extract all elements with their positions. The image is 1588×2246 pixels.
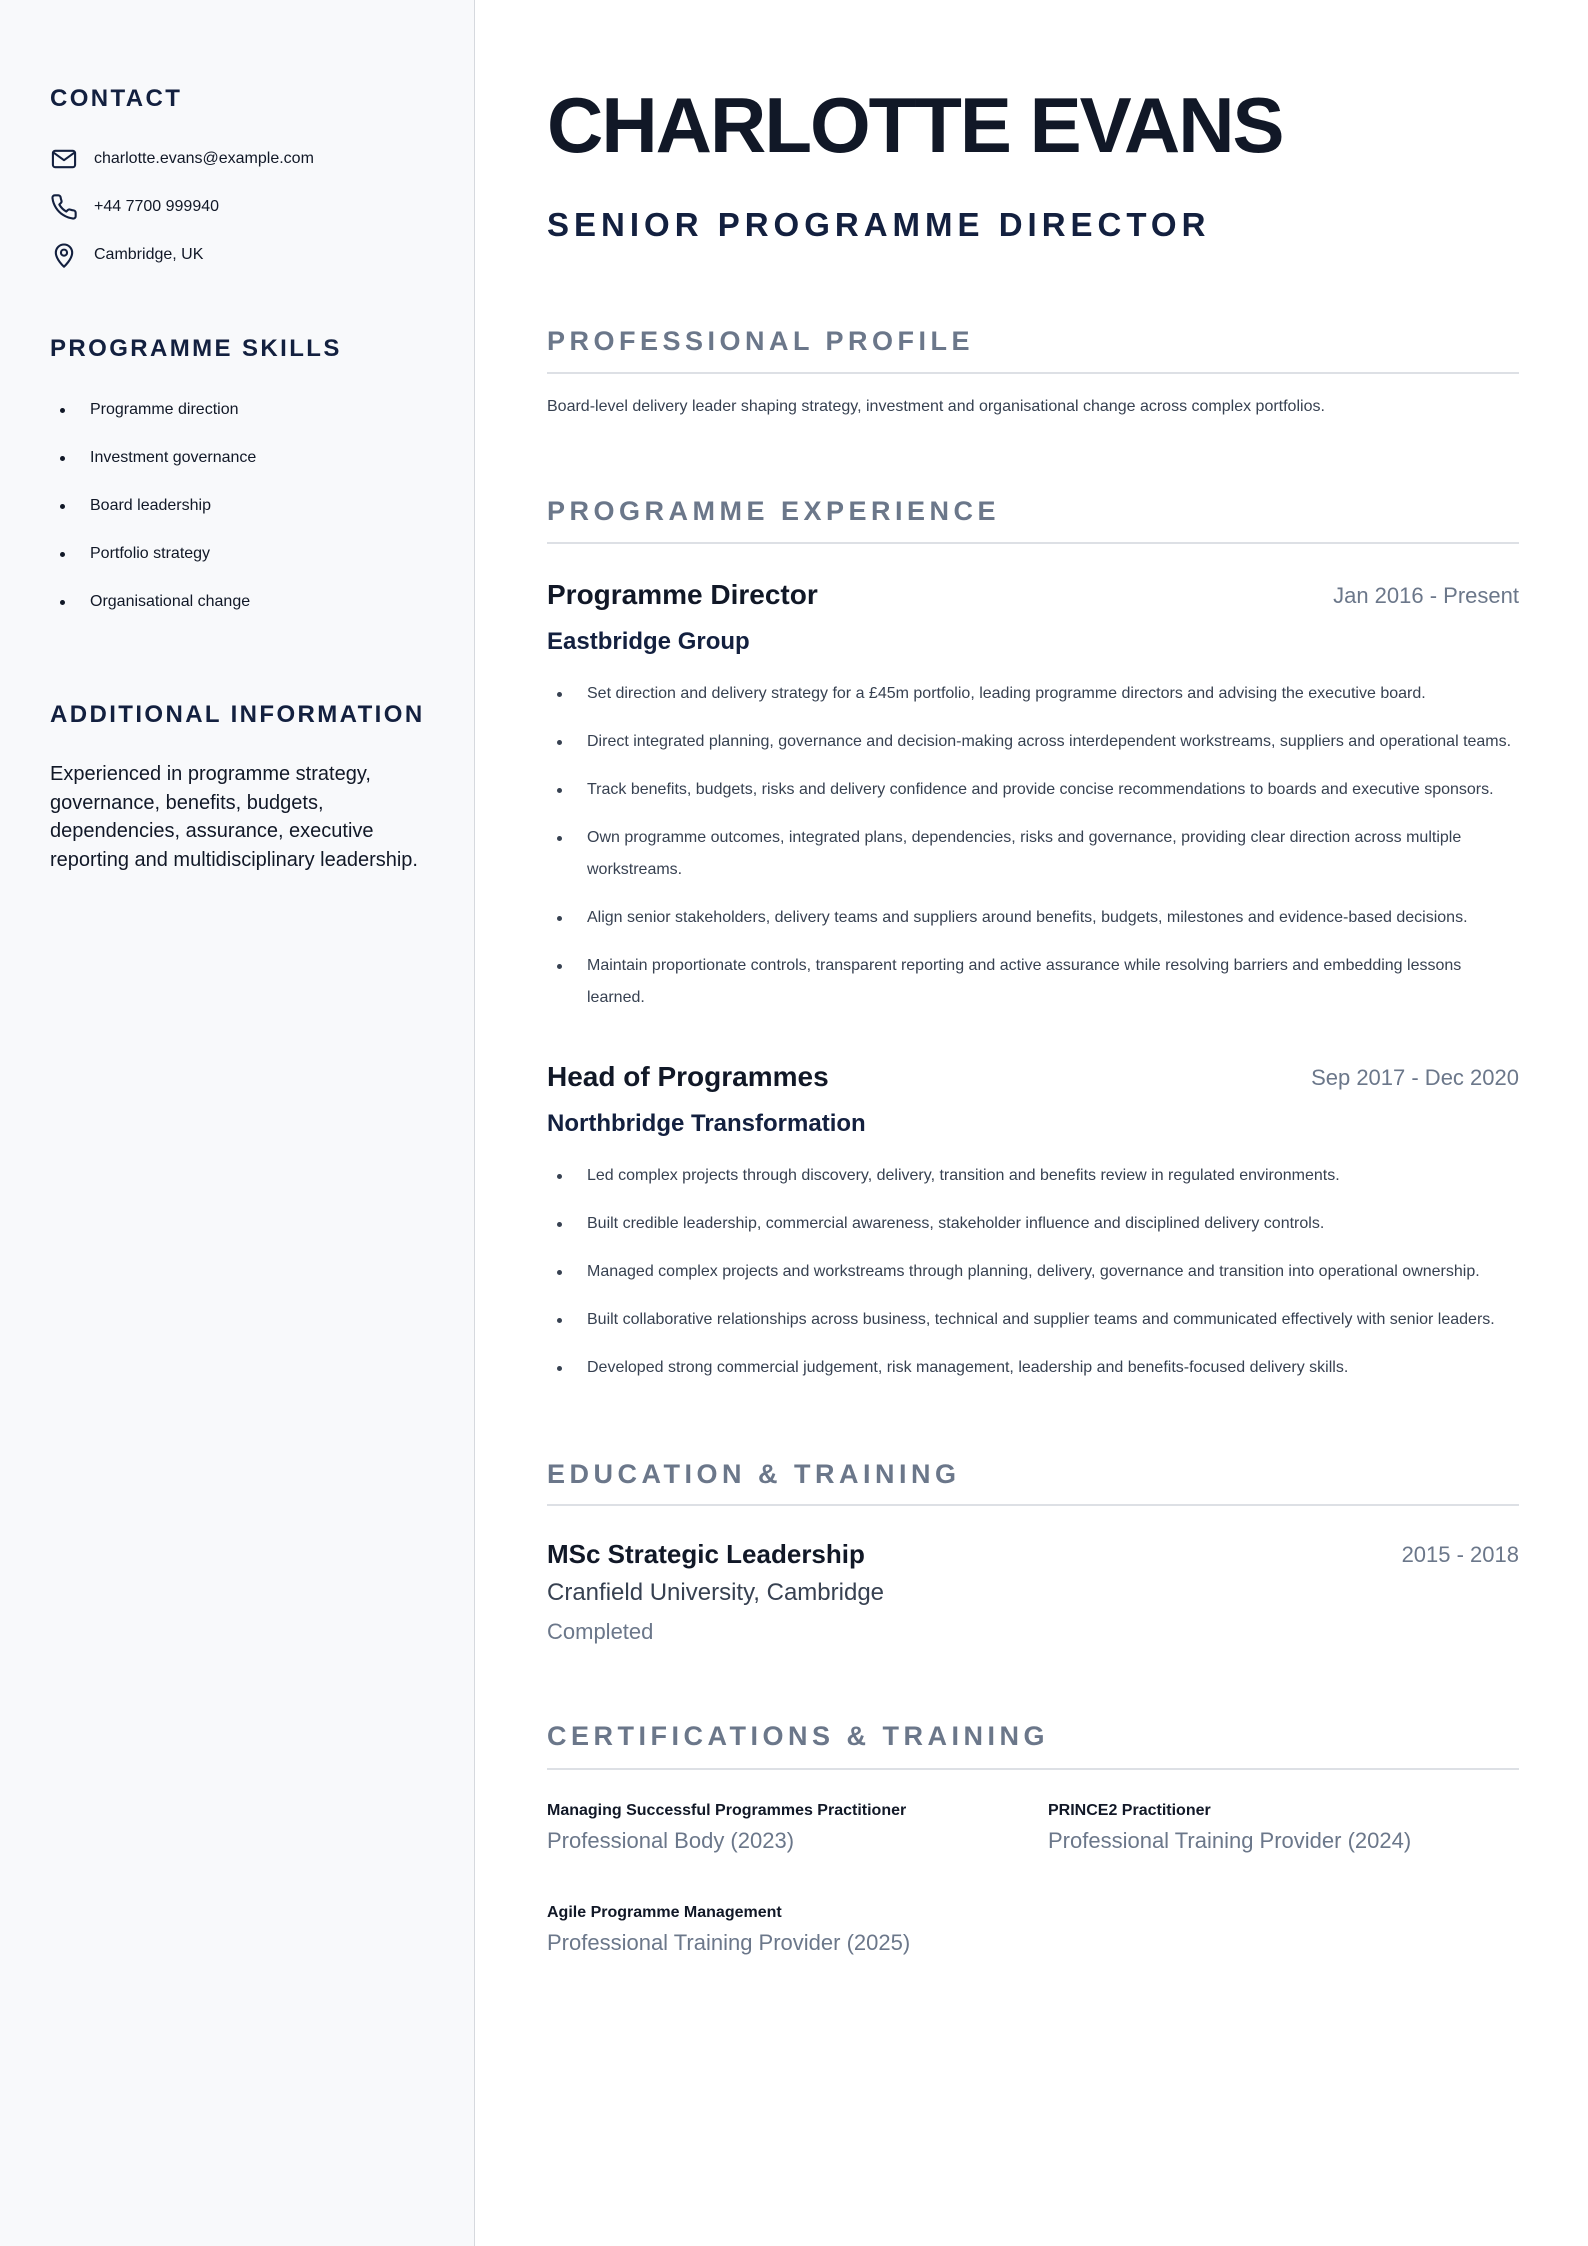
section-divider bbox=[547, 372, 1519, 374]
email-text[interactable]: charlotte.evans@example.com bbox=[94, 150, 314, 167]
sidebar bbox=[0, 0, 475, 2246]
education-dates: 2015 - 2018 bbox=[1401, 1542, 1519, 1567]
certification-name: Agile Programme Management bbox=[547, 1904, 782, 1921]
section-divider bbox=[547, 1504, 1519, 1506]
job-title: Programme Director bbox=[547, 579, 818, 610]
certification-name: Managing Successful Programmes Practitioner bbox=[547, 1802, 907, 1819]
phone-text[interactable]: +44 7700 999940 bbox=[94, 198, 220, 215]
job-bullets bbox=[547, 1160, 1519, 1400]
job-bullet: Built credible leadership, commercial awareness, stakeholder influence and disciplined delivery controls. bbox=[547, 1208, 1519, 1240]
section-divider bbox=[547, 1768, 1519, 1770]
location-text: Cambridge, UK bbox=[94, 246, 204, 263]
job-title: Head of Programmes bbox=[547, 1061, 829, 1092]
job-bullet: Own programme outcomes, integrated plans, dependencies, risks and governance, providing clear direction across multiple workstreams. bbox=[547, 822, 1519, 886]
experience-heading: PROGRAMME EXPERIENCE bbox=[547, 496, 1001, 526]
job-company: Northbridge Transformation bbox=[547, 1110, 866, 1137]
section-divider bbox=[547, 542, 1519, 544]
certifications-heading: CERTIFICATIONS & TRAINING bbox=[547, 1721, 1049, 1751]
job-bullets bbox=[547, 678, 1519, 1030]
education-school: Cranfield University, Cambridge bbox=[547, 1579, 885, 1606]
education-degree: MSc Strategic Leadership bbox=[547, 1539, 865, 1569]
certification-name: PRINCE2 Practitioner bbox=[1048, 1802, 1211, 1819]
job-bullet: Set direction and delivery strategy for a £45m portfolio, leading programme directors and advising the executive board. bbox=[547, 678, 1519, 710]
contact-location bbox=[50, 240, 203, 270]
job-bullet: Track benefits, budgets, risks and delivery confidence and provide concise recommendations to boards and executive sponsors. bbox=[547, 774, 1519, 806]
certification-provider: Professional Training Provider (2025) bbox=[547, 1930, 911, 1955]
education-heading: EDUCATION & TRAINING bbox=[547, 1459, 961, 1489]
contact-heading: CONTACT bbox=[50, 85, 183, 112]
contact-phone bbox=[50, 192, 219, 222]
job-bullet: Direct integrated planning, governance and decision-making across interdependent workstreams, suppliers and operational teams. bbox=[547, 726, 1519, 758]
job-dates: Jan 2016 - Present bbox=[1333, 583, 1519, 608]
education-status: Completed bbox=[547, 1619, 654, 1644]
job-bullet: Managed complex projects and workstreams through planning, delivery, governance and transition into operational ownership. bbox=[547, 1256, 1519, 1288]
profile-heading: PROFESSIONAL PROFILE bbox=[547, 326, 975, 356]
skill-item: Investment governance bbox=[50, 443, 256, 491]
additional-heading: ADDITIONAL INFORMATION bbox=[50, 701, 425, 728]
job-dates: Sep 2017 - Dec 2020 bbox=[1311, 1065, 1519, 1090]
mail-icon bbox=[50, 145, 78, 173]
skills-list bbox=[50, 395, 256, 635]
job-bullet: Led complex projects through discovery, delivery, transition and benefits review in regulated environments. bbox=[547, 1160, 1519, 1192]
skill-item: Organisational change bbox=[50, 587, 256, 635]
skill-item: Programme direction bbox=[50, 395, 256, 443]
profile-text: Board-level delivery leader shaping strategy, investment and organisational change across complex portfolios. bbox=[547, 398, 1325, 415]
job-bullet: Maintain proportionate controls, transparent reporting and active assurance while resolving barriers and embedding lessons learned. bbox=[547, 950, 1519, 1014]
skills-heading: PROGRAMME SKILLS bbox=[50, 335, 342, 362]
job-company: Eastbridge Group bbox=[547, 628, 750, 655]
candidate-name: CHARLOTTE EVANS bbox=[547, 81, 1283, 169]
additional-text: Experienced in programme strategy, governance, benefits, budgets, dependencies, assurance, executive reporting and multidisciplinary leadership. bbox=[50, 763, 418, 871]
contact-email bbox=[50, 144, 314, 174]
job-bullet: Developed strong commercial judgement, risk management, leadership and benefits-focused delivery skills. bbox=[547, 1352, 1519, 1384]
job-bullet: Built collaborative relationships across business, technical and supplier teams and communicated effectively with senior leaders. bbox=[547, 1304, 1519, 1336]
certification-provider: Professional Training Provider (2024) bbox=[1048, 1828, 1412, 1853]
skill-item: Board leadership bbox=[50, 491, 256, 539]
location-pin-icon bbox=[50, 241, 78, 269]
skill-item: Portfolio strategy bbox=[50, 539, 256, 587]
certification-provider: Professional Body (2023) bbox=[547, 1828, 795, 1853]
candidate-title: SENIOR PROGRAMME DIRECTOR bbox=[547, 206, 1211, 243]
phone-icon bbox=[50, 193, 78, 221]
job-bullet: Align senior stakeholders, delivery teams and suppliers around benefits, budgets, milestones and evidence-based decisions. bbox=[547, 902, 1519, 934]
